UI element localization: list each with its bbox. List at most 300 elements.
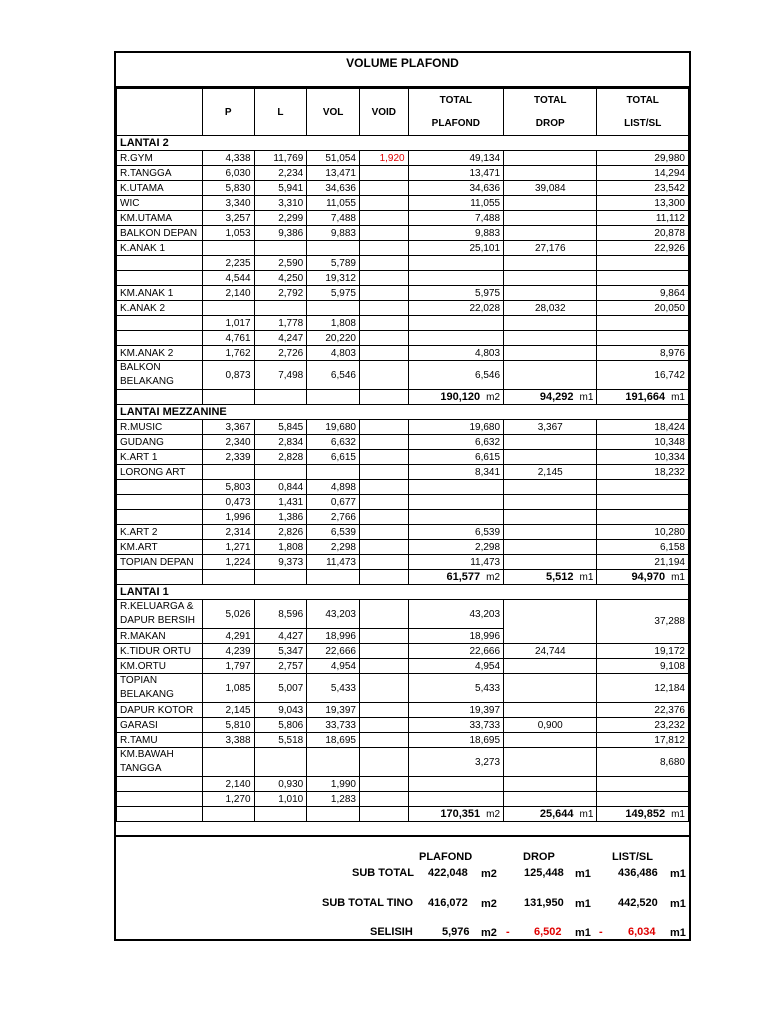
cell-list: 11,112 [597,211,689,226]
cell-l: 1,010 [254,792,307,807]
table-row [117,510,689,525]
cell-void [359,480,408,495]
room-name [117,510,203,525]
sub-total-drop: 125,448 [524,867,564,879]
cell-vol: 1,808 [307,316,360,331]
table-cell [254,390,307,405]
table-cell [202,570,254,585]
unit: m1 [671,391,685,403]
cell-plafond: 7,488 [408,211,503,226]
header-total-plafond: TOTAL PLAFOND [408,89,503,136]
cell-list: 17,812 [597,733,689,748]
room-name: BALKON DEPAN [117,226,203,241]
cell-list: 13,300 [597,196,689,211]
table-cell [307,570,360,585]
cell-drop: 0,900 [504,718,597,733]
cell-drop [504,361,597,390]
selisih-label: SELISIH [370,926,413,938]
cell-list [597,510,689,525]
cell-list: 14,294 [597,166,689,181]
total-value: 5,512 [545,570,574,583]
cell-list: 16,742 [597,361,689,390]
total-plafond [408,570,503,585]
unit: m1 [579,808,594,820]
tino-label: SUB TOTAL TINO [322,897,414,909]
unit: m2 [481,898,497,910]
cell-drop: 28,032 [504,301,597,316]
cell-vol: 1,283 [307,792,360,807]
cell-p: 3,340 [202,196,254,211]
cell-vol: 6,632 [307,435,360,450]
table-row [117,450,689,465]
table-row [117,703,689,718]
cell-p: 2,235 [202,256,254,271]
dash: - [599,926,603,938]
table-cell [117,807,203,822]
cell-plafond: 5,433 [408,674,503,703]
cell-void [359,316,408,331]
unit: m1 [671,571,685,583]
cell-p: 1,053 [202,226,254,241]
cell-drop [504,211,597,226]
cell-vol: 51,054 [307,151,360,166]
cell-drop [504,703,597,718]
cell-l: 4,250 [254,271,307,286]
room-name: R.MUSIC [117,420,203,435]
summary-col-list: LIST/SL [612,851,653,863]
cell-p: 1,996 [202,510,254,525]
cell-void [359,331,408,346]
room-name: WIC [117,196,203,211]
cell-p: 1,797 [202,659,254,674]
cell-p: 1,224 [202,555,254,570]
total-drop [504,570,597,585]
cell-l: 5,007 [254,674,307,703]
room-name: R.TANGGA [117,166,203,181]
table-row [117,301,689,316]
table-cell [307,390,360,405]
cell-list: 20,050 [597,301,689,316]
cell-plafond: 9,883 [408,226,503,241]
cell-l: 11,769 [254,151,307,166]
header-row [117,89,689,136]
table-row [117,659,689,674]
section-title: LANTAI 1 [117,585,689,600]
cell-drop [504,226,597,241]
cell-l: 8,596 [254,600,307,629]
table-row [117,331,689,346]
total-value: 25,644 [539,807,574,820]
sub-total-label: SUB TOTAL [352,867,414,879]
cell-l: 1,778 [254,316,307,331]
total-list [597,807,689,822]
cell-list [597,316,689,331]
cell-p [202,465,254,480]
cell-list: 18,232 [597,465,689,480]
total-plafond [408,390,503,405]
cell-l: 5,941 [254,181,307,196]
cell-l [254,241,307,256]
cell-p: 2,340 [202,435,254,450]
spreadsheet [114,51,691,941]
cell-drop [504,271,597,286]
cell-plafond: 4,803 [408,346,503,361]
cell-drop [504,659,597,674]
cell-l: 1,386 [254,510,307,525]
table-row [117,420,689,435]
total-value: 190,120 [440,390,481,403]
section-title: LANTAI MEZZANINE [117,405,689,420]
table-cell [307,748,360,777]
cell-vol: 9,883 [307,226,360,241]
cell-list [597,792,689,807]
cell-vol: 11,055 [307,196,360,211]
header-vol: VOL [307,89,360,136]
cell-vol: 5,789 [307,256,360,271]
room-name: KM.ANAK 2 [117,346,203,361]
table-cell [359,390,408,405]
cell-p: 2,145 [202,703,254,718]
cell-list: 23,232 [597,718,689,733]
room-name: GUDANG [117,435,203,450]
cell-list: 6,158 [597,540,689,555]
table-row [117,570,689,585]
table-row [117,600,689,629]
room-name [117,271,203,286]
cell-plafond: 22,028 [408,301,503,316]
room-name [117,256,203,271]
sheet-title: VOLUME PLAFOND [116,53,689,88]
room-name [117,316,203,331]
total-value: 191,664 [625,390,666,403]
cell-vol: 11,473 [307,555,360,570]
cell-list: 12,184 [597,674,689,703]
cell-list: 21,194 [597,555,689,570]
room-name: R.TAMU [117,733,203,748]
room-name: K.ANAK 1 [117,241,203,256]
cell-drop [504,435,597,450]
cell-plafond [408,480,503,495]
cell-plafond: 8,341 [408,465,503,480]
unit: m1 [579,391,594,403]
room-name: TOPIAN BELAKANG [117,674,203,703]
cell-vol: 19,312 [307,271,360,286]
cell-void [359,256,408,271]
tino-list: 442,520 [618,897,658,909]
cell-l: 9,386 [254,226,307,241]
cell-vol: 22,666 [307,644,360,659]
cell-l: 2,757 [254,659,307,674]
table-row [117,792,689,807]
cell-plafond [408,256,503,271]
cell-l: 5,347 [254,644,307,659]
summary-col-drop: DROP [523,851,555,863]
cell-void [359,629,408,644]
unit: m1 [670,898,686,910]
header-total-list: TOTAL LIST/SL [597,89,689,136]
cell-vol: 6,539 [307,525,360,540]
total-value: 170,351 [440,807,481,820]
cell-void [359,271,408,286]
table-row [117,196,689,211]
cell-l: 9,043 [254,703,307,718]
cell-list: 8,680 [597,748,689,777]
cell-void [359,600,408,629]
cell-vol: 18,695 [307,733,360,748]
total-list [597,390,689,405]
room-name: K.ART 2 [117,525,203,540]
header-void: VOID [359,89,408,136]
cell-list: 9,864 [597,286,689,301]
cell-list [597,331,689,346]
cell-void [359,301,408,316]
room-name [117,480,203,495]
cell-void [359,495,408,510]
cell-plafond: 6,615 [408,450,503,465]
room-name: LORONG ART [117,465,203,480]
cell-drop [504,600,597,644]
cell-list [597,256,689,271]
cell-plafond: 19,680 [408,420,503,435]
cell-p: 5,026 [202,600,254,629]
cell-p: 1,017 [202,316,254,331]
room-name: KM.UTAMA [117,211,203,226]
cell-plafond [408,271,503,286]
cell-p [202,241,254,256]
cell-drop [504,196,597,211]
cell-drop [504,777,597,792]
cell-void [359,777,408,792]
cell-l: 2,726 [254,346,307,361]
cell-l [254,465,307,480]
cell-l: 7,498 [254,361,307,390]
cell-plafond: 3,273 [408,748,503,777]
cell-p: 6,030 [202,166,254,181]
cell-void [359,555,408,570]
cell-list: 8,976 [597,346,689,361]
table-row [117,256,689,271]
cell-l: 9,373 [254,555,307,570]
cell-l: 3,310 [254,196,307,211]
cell-p: 2,339 [202,450,254,465]
table-row [117,525,689,540]
cell-l: 1,808 [254,540,307,555]
cell-p: 4,544 [202,271,254,286]
cell-vol: 1,990 [307,777,360,792]
cell-drop: 39,084 [504,181,597,196]
table-row [117,286,689,301]
cell-plafond: 6,546 [408,361,503,390]
cell-list [597,271,689,286]
cell-plafond: 25,101 [408,241,503,256]
table-row [117,718,689,733]
cell-l: 4,247 [254,331,307,346]
cell-l: 0,930 [254,777,307,792]
cell-vol: 5,975 [307,286,360,301]
cell-p: 1,270 [202,792,254,807]
table-row [117,585,689,600]
cell-plafond: 11,473 [408,555,503,570]
table-row [117,748,689,777]
cell-vol: 7,488 [307,211,360,226]
total-plafond [408,807,503,822]
cell-void [359,674,408,703]
cell-vol: 2,766 [307,510,360,525]
cell-p [202,301,254,316]
cell-drop [504,525,597,540]
cell-vol: 4,803 [307,346,360,361]
cell-p: 3,367 [202,420,254,435]
selisih-drop: 6,502 [534,926,562,938]
cell-drop [504,748,597,777]
table-row [117,435,689,450]
total-value: 149,852 [625,807,666,820]
cell-vol [307,301,360,316]
table-cell [117,390,203,405]
cell-plafond [408,331,503,346]
cell-p: 1,085 [202,674,254,703]
table-row [117,390,689,405]
cell-plafond: 11,055 [408,196,503,211]
total-list [597,570,689,585]
total-value: 61,577 [446,570,481,583]
cell-drop: 3,367 [504,420,597,435]
cell-l: 4,427 [254,629,307,644]
cell-vol [307,465,360,480]
cell-l [254,301,307,316]
unit: m2 [481,927,497,939]
cell-l: 1,431 [254,495,307,510]
cell-plafond [408,792,503,807]
cell-l: 2,299 [254,211,307,226]
table-row [117,644,689,659]
cell-void [359,644,408,659]
room-name: GARASI [117,718,203,733]
cell-p: 4,338 [202,151,254,166]
cell-vol: 18,996 [307,629,360,644]
cell-void [359,196,408,211]
cell-drop [504,316,597,331]
cell-vol: 13,471 [307,166,360,181]
cell-drop [504,450,597,465]
header-l: L [254,89,307,136]
cell-drop [504,331,597,346]
cell-plafond [408,316,503,331]
cell-void [359,211,408,226]
room-name: KM.ANAK 1 [117,286,203,301]
cell-list: 22,926 [597,241,689,256]
cell-drop [504,346,597,361]
cell-list: 22,376 [597,703,689,718]
cell-plafond: 43,203 [408,600,503,629]
unit: m1 [579,571,594,583]
cell-p: 0,473 [202,495,254,510]
cell-list: 10,280 [597,525,689,540]
cell-p: 2,140 [202,286,254,301]
cell-vol [307,241,360,256]
cell-l: 5,806 [254,718,307,733]
volume-table [116,88,689,822]
cell-l: 2,828 [254,450,307,465]
total-value: 94,292 [539,390,574,403]
cell-drop [504,792,597,807]
unit: m1 [670,927,686,939]
unit: m1 [575,927,591,939]
room-name: R.KELUARGA & DAPUR BERSIH [117,600,203,629]
room-name [117,792,203,807]
table-cell [359,570,408,585]
header-p: P [202,89,254,136]
cell-void [359,718,408,733]
cell-plafond: 49,134 [408,151,503,166]
cell-p: 3,388 [202,733,254,748]
header-name [117,89,203,136]
table-cell [117,570,203,585]
cell-vol: 6,546 [307,361,360,390]
cell-p: 3,257 [202,211,254,226]
cell-list: 20,878 [597,226,689,241]
sub-total-plafond: 422,048 [428,867,468,879]
table-row [117,807,689,822]
cell-plafond: 22,666 [408,644,503,659]
cell-vol: 2,298 [307,540,360,555]
tino-drop: 131,950 [524,897,564,909]
cell-l: 2,826 [254,525,307,540]
room-name: K.TIDUR ORTU [117,644,203,659]
cell-void [359,420,408,435]
room-name: KM.BAWAH TANGGA [117,748,203,777]
cell-plafond [408,510,503,525]
cell-vol: 5,433 [307,674,360,703]
cell-void [359,346,408,361]
summary-col-plafond: PLAFOND [419,851,473,863]
unit: m2 [486,391,501,403]
cell-drop [504,151,597,166]
table-row [117,480,689,495]
room-name: R.GYM [117,151,203,166]
cell-p: 2,140 [202,777,254,792]
cell-list [597,777,689,792]
table-row [117,777,689,792]
table-row [117,151,689,166]
cell-list: 10,348 [597,435,689,450]
cell-drop [504,256,597,271]
table-cell [254,570,307,585]
cell-plafond: 33,733 [408,718,503,733]
table-cell [254,748,307,777]
cell-plafond: 5,975 [408,286,503,301]
table-cell [202,748,254,777]
cell-list: 19,172 [597,644,689,659]
cell-p: 4,761 [202,331,254,346]
table-row [117,226,689,241]
cell-p: 1,271 [202,540,254,555]
cell-plafond: 6,539 [408,525,503,540]
room-name: K.ART 1 [117,450,203,465]
room-name: TOPIAN DEPAN [117,555,203,570]
cell-vol: 34,636 [307,181,360,196]
table-row [117,316,689,331]
cell-void [359,361,408,390]
unit: m2 [486,808,501,820]
cell-drop [504,555,597,570]
selisih-list: 6,034 [628,926,656,938]
room-name: KM.ART [117,540,203,555]
table-cell [202,807,254,822]
cell-void [359,181,408,196]
cell-drop [504,674,597,703]
table-cell [202,390,254,405]
